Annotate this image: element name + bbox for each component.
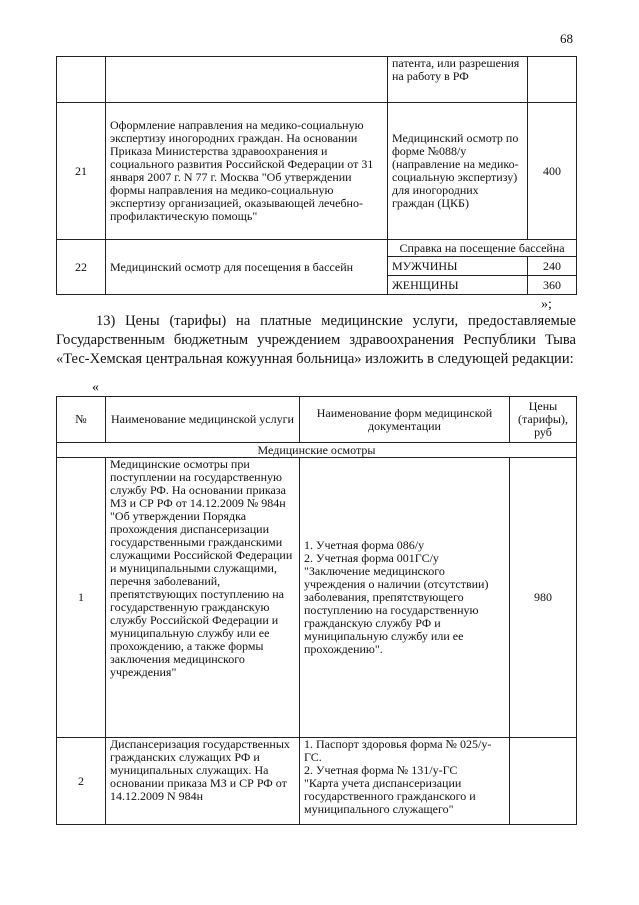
table-row-21 (57, 103, 577, 240)
women-price: 360 (528, 276, 577, 295)
closing-quote: »; (541, 297, 552, 312)
row-number: 22 (57, 240, 106, 295)
table-row-1 (57, 458, 577, 738)
price-table-continuation (56, 56, 577, 295)
doc-cell (300, 738, 510, 825)
section-title: Медицинские осмотры (57, 443, 577, 458)
doc-item: 2. Учетная форма 001ГС/у (304, 551, 439, 565)
header-doc: Наименование форм медицинской документации (300, 397, 510, 443)
price-cell: 400 (528, 103, 577, 240)
doc-item: 1. Паспорт здоровья форма № 025/у-ГС. (304, 737, 492, 764)
doc-item: "Карта учета диспансеризации государственного гражданского и муниципального служащего" (304, 776, 476, 816)
header-num: № (57, 397, 106, 443)
price-cell: 980 (510, 458, 577, 738)
doc-item: "Заключение медицинского учреждения о наличии (отсутствии) заболевания, препятствующего поступлению на государственную гражданскую службу РФ и муниципальную службу или ее прохождению". (304, 564, 489, 656)
page-number: 68 (560, 31, 573, 46)
row-number: 1 (57, 458, 106, 738)
service-cell: Медицинский осмотр для посещения в бассейн (106, 240, 388, 295)
men-label: МУЖЧИНЫ (388, 257, 528, 276)
opening-quote: « (92, 380, 99, 395)
table-row-22 (57, 240, 577, 257)
doc-cell (300, 458, 510, 738)
doc-cell: Медицинский осмотр по форме №088/у (направление на медико-социальную экспертизу) для иногородних граждан (ЦКБ) (388, 103, 528, 240)
section-paragraph: 13) Цены (тарифы) на платные медицинские услуги, предоставляемые Государственным бюджетным учреждением здравоохранения Республики Тыва «Тес-Хемская центральная кожуунная больница» изложить в следующей редакции: (56, 313, 576, 367)
doc-item: 1. Учетная форма 086/у (304, 538, 425, 552)
header-price: Цены (тарифы), руб (510, 397, 577, 443)
table-row-2 (57, 738, 577, 825)
price-table (56, 396, 577, 825)
doc-list (304, 738, 505, 816)
service-cell: Оформление направления на медико-социальную экспертизу иногородних граждан. На основании Приказа Министерства здравоохранения и социального развития Российской Федерации от 31 января 2007 г. N 77 г. Москва "Об утверждении формы направления на медико-социальную экспертизу организацией, оказывающей лечебно-профилактическую помощь" (106, 103, 388, 240)
doc-cell: патента, или разрешения на работу в РФ (388, 57, 528, 103)
men-price: 240 (528, 257, 577, 276)
row-number: 21 (57, 103, 106, 240)
section-row (57, 443, 577, 458)
women-label: ЖЕНЩИНЫ (388, 276, 528, 295)
doc-item: 2. Учетная форма № 131/у-ГС (304, 763, 458, 777)
table-row (57, 57, 577, 103)
header-service: Наименование медицинской услуги (106, 397, 300, 443)
table-header-row (57, 397, 577, 443)
row-number: 2 (57, 738, 106, 825)
service-cell: Диспансеризация государственных гражданских служащих РФ и муниципальных служащих. На основании приказа МЗ и СР РФ от 14.12.2009 N 984н (106, 738, 300, 825)
doc-list (304, 539, 505, 656)
pool-certificate-header: Справка на посещение бассейна (388, 240, 577, 257)
service-cell: Медицинские осмотры при поступлении на государственную службу РФ. На основании приказа МЗ и СР РФ от 14.12.2009 № 984н "Об утверждении Порядка прохождения диспансеризации государственными гражданскими служащими Российской Федерации и муниципальными служащими, перечня заболеваний, препятствующих поступлению на государственную гражданскую службу Российской Федерации и муниципальную службу или ее прохождению, а также формы заключения медицинского учреждения" (106, 458, 300, 738)
